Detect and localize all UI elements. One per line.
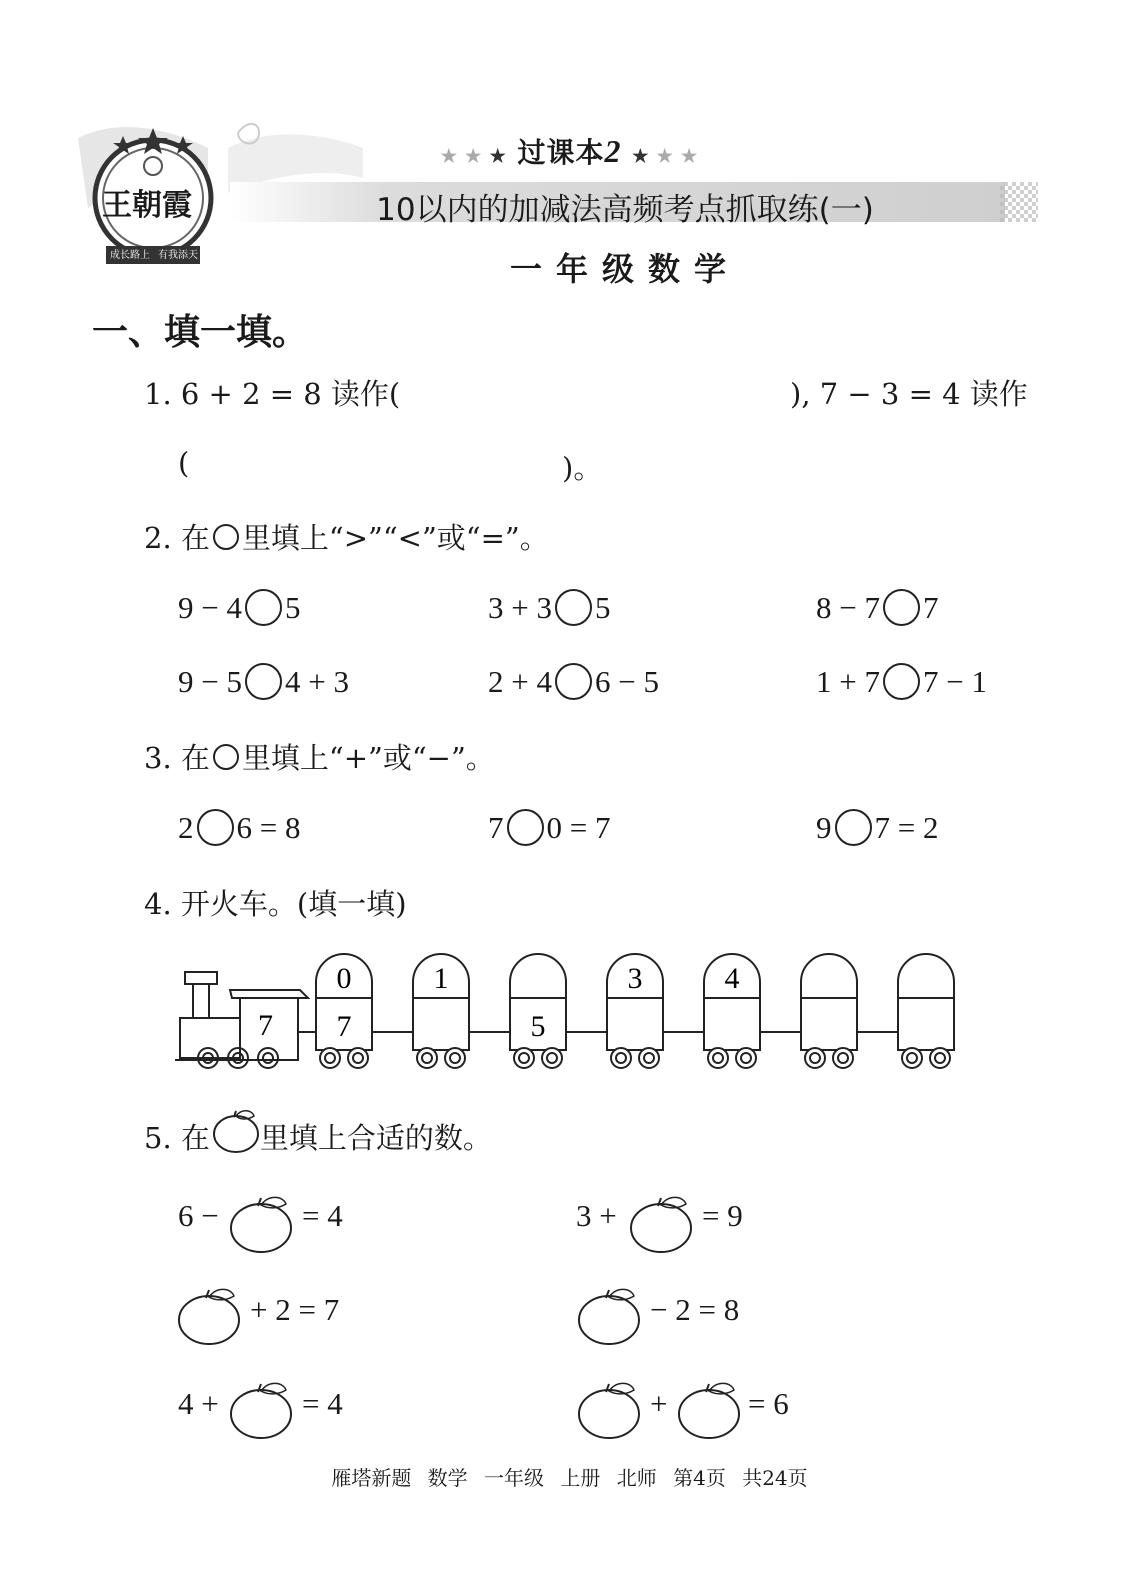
q2-item: 1 + 7 7 − 1 xyxy=(816,664,987,699)
answer-circle[interactable] xyxy=(835,809,872,846)
answer-circle[interactable] xyxy=(883,589,920,626)
car-bottom-slot xyxy=(801,998,857,1050)
wheel xyxy=(514,1048,534,1068)
apple-answer-blank[interactable] xyxy=(228,1192,298,1258)
train-car xyxy=(801,954,857,1068)
answer-circle[interactable] xyxy=(555,663,592,700)
wheel xyxy=(417,1048,437,1068)
answer-circle[interactable] xyxy=(507,809,544,846)
page-footer: 雁塔新题 数学 一年级 上册 北师 第4页 共24页 xyxy=(331,1466,808,1490)
train-car xyxy=(898,954,954,1068)
series-subtitle: ★ ★ ★ 过课本2 ★ ★ ★ xyxy=(440,133,699,169)
car-top-slot xyxy=(801,954,857,998)
q2-item: 8 − 7 7 xyxy=(816,590,939,625)
apple-answer-blank[interactable] xyxy=(576,1284,646,1350)
answer-circle[interactable] xyxy=(245,663,282,700)
apple-answer-blank[interactable] xyxy=(628,1192,698,1258)
apple-answer-blank[interactable] xyxy=(176,1284,246,1350)
wheel xyxy=(611,1048,631,1068)
page-title: 10以内的加减法高频考点抓取练(一) xyxy=(376,192,874,228)
apple-answer-blank[interactable] xyxy=(676,1378,746,1444)
q5-item-post: = 4 xyxy=(302,1386,343,1421)
car-bottom-slot xyxy=(704,998,760,1050)
wheel xyxy=(736,1048,756,1068)
q2-item: 9 − 5 4 + 3 xyxy=(178,664,349,699)
circle-icon xyxy=(213,524,239,550)
apple-answer-blank[interactable] xyxy=(228,1378,298,1444)
car-bottom-slot xyxy=(607,998,663,1050)
wheel xyxy=(320,1048,340,1068)
q5-prompt: 5. 在 里填上合适的数。 xyxy=(144,1121,492,1155)
q1-part-b: ), 7 − 3 = 4 读作 xyxy=(790,377,1028,411)
wheel xyxy=(833,1048,853,1068)
wheel xyxy=(348,1048,368,1068)
q1-line2-close: )。 xyxy=(562,451,603,485)
q5-item-pre: 4 + xyxy=(178,1386,219,1421)
q1-line2-open: ( xyxy=(178,446,190,480)
logo-slogan-left: 成长路上 xyxy=(110,250,150,261)
car-top-number: 4 xyxy=(724,962,740,995)
wheel xyxy=(445,1048,465,1068)
apple-answer-blank[interactable] xyxy=(576,1378,646,1444)
car-bottom-number: 5 xyxy=(530,1010,546,1043)
q5-item-pre: 6 − xyxy=(178,1198,219,1233)
engine-number: 7 xyxy=(258,1009,273,1042)
q5-item-post: = 6 xyxy=(748,1386,789,1421)
car-top-number: 3 xyxy=(627,962,643,995)
wheel xyxy=(930,1048,950,1068)
answer-circle[interactable] xyxy=(555,589,592,626)
grade-subject: 一年级数学 xyxy=(509,250,740,288)
q2-item: 3 + 3 5 xyxy=(488,590,611,625)
q5-item-mid: + xyxy=(650,1386,668,1421)
train-diagram xyxy=(170,950,1000,1080)
answer-circle[interactable] xyxy=(245,589,282,626)
train-engine xyxy=(175,972,308,1068)
q4-prompt: 4. 开火车。(填一填) xyxy=(144,887,407,921)
q5-item-post: − 2 = 8 xyxy=(650,1292,740,1327)
q2-item: 2 + 4 6 − 5 xyxy=(488,664,659,699)
circle-icon xyxy=(213,744,239,770)
q5-item-pre: 3 + xyxy=(576,1198,617,1233)
q3-item: 2 6 = 8 xyxy=(178,810,301,845)
car-bottom-number: 7 xyxy=(336,1010,352,1043)
car-top-number: 1 xyxy=(433,962,449,995)
car-top-number: 0 xyxy=(336,962,352,995)
car-bottom-slot xyxy=(413,998,469,1050)
logo-brand-text: 王朝霞 xyxy=(102,188,192,223)
answer-circle[interactable] xyxy=(883,663,920,700)
car-top-slot xyxy=(898,954,954,998)
car-bottom-slot xyxy=(898,998,954,1050)
q5-item-post: + 2 = 7 xyxy=(250,1292,340,1327)
q5-item-post: = 4 xyxy=(302,1198,343,1233)
apple-icon xyxy=(210,1108,266,1154)
q3-item: 7 0 = 7 xyxy=(488,810,611,845)
q3-item: 9 7 = 2 xyxy=(816,810,939,845)
series-number: 2 xyxy=(604,133,622,169)
logo-slogan-right: 有我添天 xyxy=(158,250,198,261)
wheel xyxy=(542,1048,562,1068)
q2-item: 9 − 4 5 xyxy=(178,590,301,625)
q1-part-a: 1. 6 + 2 = 8 读作( xyxy=(144,377,401,411)
wheel xyxy=(639,1048,659,1068)
car-top-slot xyxy=(510,954,566,998)
wheel xyxy=(902,1048,922,1068)
series-name: 过课本 xyxy=(517,136,605,169)
answer-circle[interactable] xyxy=(197,809,234,846)
section-title: 一、填一填。 xyxy=(92,311,309,353)
q3-prompt: 3. 在 里填上“+”或“−”。 xyxy=(144,741,495,775)
wheel xyxy=(805,1048,825,1068)
wheel xyxy=(708,1048,728,1068)
q2-prompt: 2. 在 里填上“>”“<”或“=”。 xyxy=(144,521,549,555)
q5-item-post: = 9 xyxy=(702,1198,743,1233)
